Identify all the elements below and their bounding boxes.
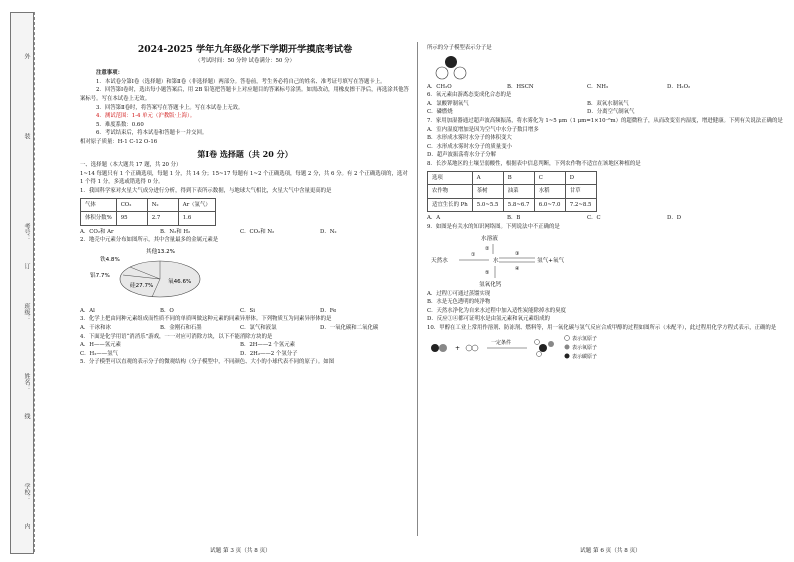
pie-label-o: 氧46.6% xyxy=(168,278,192,285)
q7-opt-a: A．室内湿度增加是因为空气中水分子数目增多 xyxy=(427,126,539,133)
step-1: ① xyxy=(471,251,476,258)
diagram-solution: 水溶液 xyxy=(481,235,498,242)
q6-opt-c: C．磷燃烧 xyxy=(427,109,453,116)
q5-opt-a: A．CH₂O xyxy=(427,83,452,90)
diagram-water: 水 xyxy=(493,257,499,264)
q2-opt-a: A．Al xyxy=(80,307,95,314)
atomic-mass: 相对原子质量：H-1 C-12 O-16 xyxy=(80,138,158,145)
q8-r2c2: 5.8~6.7 xyxy=(503,198,534,212)
question-8: 8．长沙某地区的土壤呈弱酸性，根据表中信息判断，下列农作物不适宜在该地区种植的是 xyxy=(427,160,641,167)
reactant-oxygen xyxy=(439,344,447,352)
q2-opt-c: C．Si xyxy=(240,307,255,314)
q5-options xyxy=(427,83,787,92)
q1-r2: 2.7 xyxy=(147,212,178,226)
step-5: ⑤ xyxy=(485,269,490,276)
q1-h0: 气体 xyxy=(81,198,117,212)
q9-opt-d: D．反应①④都可证明水是由氢元素和氧元素组成的 xyxy=(427,316,550,323)
q1-r0: 体积分数% xyxy=(81,212,117,226)
q6-options xyxy=(427,100,787,117)
q2-options xyxy=(80,307,410,316)
q4-opt-d: D．2H₂——2 个氢分子 xyxy=(240,350,298,357)
q8-opt-d: D．D xyxy=(667,215,682,222)
q1-r3: 1.6 xyxy=(178,212,215,226)
q6-opt-a: A．氯酸钾制氧气 xyxy=(427,100,469,107)
q1-h1: CO₂ xyxy=(116,198,147,212)
note-2: 2．回答第Ⅰ卷时，选出每小题答案后，用 2B 铅笔把答题卡上对应题目的答案标号涂黑。如需改动，用橡皮擦干净后，再选涂其他答案标号。写在本试卷上无效。 xyxy=(80,87,409,102)
q8-h1: A xyxy=(472,171,503,185)
q7-opt-c: C．水形成水雾时水分子的质量变小 xyxy=(427,143,512,150)
model-white-atom-1 xyxy=(436,67,448,79)
note-6: 6．考试结束后，将本试卷和答题卡一并交回。 xyxy=(96,130,208,137)
pie-label-si: 硅27.7% xyxy=(130,282,154,289)
question-1: 1．我国科学家对火星大气成分进行分析，得到下表所示数据，与地球大气相比，火星大气中含量更高的是 xyxy=(80,187,332,194)
section-title: 第Ⅰ卷 选择题（共 20 分） xyxy=(197,148,293,159)
plus-sign: + xyxy=(455,345,461,353)
q8-r2c4: 7.2~8.5 xyxy=(565,198,596,212)
question-2: 2．地壳中元素分布如图所示，其中含量最多的金属元素是 xyxy=(80,237,219,244)
q8-opt-b: B．B xyxy=(507,215,521,222)
diagram-natural-water: 天然水 xyxy=(431,257,448,264)
q8-r1c1: 茶树 xyxy=(472,185,503,199)
q1-h2: N₂ xyxy=(147,198,178,212)
q5-opt-b: B．HSCN xyxy=(507,83,534,90)
binding-class: 班级： xyxy=(23,303,30,321)
pie-label-iron: 铁4.8% xyxy=(100,256,120,263)
q2-opt-d: D．Fe xyxy=(320,307,337,314)
legend-o: 表示氧原子 xyxy=(572,345,598,352)
q8-options xyxy=(427,214,787,223)
q9-opt-c: C．天然水净化为自来水过程中加入适性炭能除掉水的臭度 xyxy=(427,307,566,314)
q6-opt-d: D．分离空气制氧气 xyxy=(587,109,635,116)
note-5: 5．难度系数：0.60 xyxy=(96,121,144,128)
q8-r2c0: 适宜生长的 Ph xyxy=(428,198,473,212)
binding-strip xyxy=(10,12,34,554)
diagram-hydroxide: 氢氧化钙 xyxy=(479,281,502,288)
q8-r1c0: 农作物 xyxy=(428,185,473,199)
reactant-h2 xyxy=(472,345,478,351)
exam-subtitle: （考试时间：50 分钟 试卷满分：50 分） xyxy=(195,57,295,64)
binding-name: 姓名： xyxy=(23,373,30,391)
q5-continued: 所示的分子模型表示分子是 xyxy=(427,45,492,51)
model-dark-atom xyxy=(445,56,457,68)
binding-exam-no: 考号： xyxy=(23,223,30,241)
left-column xyxy=(80,42,410,367)
product-h2 xyxy=(537,352,542,357)
right-column xyxy=(427,44,787,362)
question-7: 7．家用加湿器通过超声波高频振荡，将水雾化为 1~5 μm（1 μm=1×10⁻⁶m）的超微粒子，从而改变室内湿度，增进健康。下列有关说法正确的是 xyxy=(427,117,783,124)
q7-opt-b: B．水形成水雾时水分子的体积变大 xyxy=(427,135,512,142)
q1-opt-a: A．CO₂和 Ar xyxy=(80,228,114,235)
q6-opt-b: B．双氧水制氧气 xyxy=(587,100,629,107)
diagram-gases: 氢气+氧气 xyxy=(537,257,565,264)
product-carbon xyxy=(539,344,547,352)
binding-zhuang: 装 xyxy=(23,133,30,139)
exam-title: 2024-2025 学年九年级化学下学期开学摸底考试卷 xyxy=(137,44,353,55)
model-white-atom-2 xyxy=(454,67,466,79)
q8-r1c4: 甘草 xyxy=(565,185,596,199)
product-oxygen xyxy=(548,341,554,347)
part1-title: 一、选择题（本大题共 17 题，共 20 分） xyxy=(80,162,182,169)
legend-h-icon xyxy=(565,336,570,341)
q8-opt-c: C．C xyxy=(587,215,601,222)
q8-opt-a: A．A xyxy=(427,215,441,222)
q2-opt-b: B．O xyxy=(160,307,174,314)
q1-r1: 95 xyxy=(116,212,147,226)
q3-opt-c: C．氯气和液氯 xyxy=(240,325,277,332)
q8-h2: B xyxy=(503,171,534,185)
q1-h3: Ar（氩气） xyxy=(178,198,215,212)
q3-opt-d: D．一氧化碳和二氧化碳 xyxy=(320,325,379,332)
binding-inner: 内 xyxy=(23,523,30,529)
reactant-carbon xyxy=(431,344,439,352)
molecule-model xyxy=(431,53,471,83)
question-10: 10．甲醇在工业上常用作溶剂、防冻剂、燃料等，用一氧化碳与氢气反应合成甲醇的过程如图所示（未配平），此过程用化学方程式表示，正确的是 xyxy=(427,324,777,331)
water-network-diagram xyxy=(431,232,631,290)
crust-pie-chart xyxy=(90,245,230,307)
binding-outer: 外 xyxy=(23,53,30,59)
q1-options xyxy=(80,228,410,237)
binding-school: 学校： xyxy=(23,483,30,501)
right-footer: 试题 第 6 页（共 8 页） xyxy=(580,548,641,554)
q3-opt-b: B．金刚石和石墨 xyxy=(160,325,202,332)
reaction-diagram xyxy=(427,332,647,362)
column-divider xyxy=(417,42,418,536)
step-4: ④ xyxy=(515,265,520,272)
note-4: 4．测试范围：1-4 单元（沪教版·上海）。 xyxy=(96,113,196,120)
reaction-condition: 一定条件 xyxy=(491,340,512,347)
q1-opt-c: C．CO₂和 N₂ xyxy=(240,228,275,235)
legend-c-icon xyxy=(565,354,570,359)
q8-h3: C xyxy=(534,171,565,185)
q7-opt-d: D．超声波振荡将水分子分解 xyxy=(427,152,497,159)
q8-r1c2: 油菜 xyxy=(503,185,534,199)
q1-table xyxy=(80,198,216,226)
pie-label-al: 铝7.7% xyxy=(90,272,110,279)
q4-opt-c: C．H₂——氢气 xyxy=(80,350,118,357)
notes-heading: 注意事项： xyxy=(96,70,123,77)
q8-r2c1: 5.0~5.5 xyxy=(472,198,503,212)
q8-h0: 选项 xyxy=(428,171,473,185)
q3-options xyxy=(80,324,410,333)
pie-label-other: 其他13.2% xyxy=(146,248,175,255)
question-5: 5．分子模型可以直观的表示分子的微观结构（分子模型中，不同颜色、大小的小球代表不同的原子）。如图 xyxy=(80,359,335,366)
note-1: 1．本试卷分第Ⅰ卷（选择题）和第Ⅱ卷（非选择题）两部分。答卷前，考生务必将自己的姓名、准考证号填写在答题卡上。 xyxy=(96,78,386,85)
question-3: 3．化学上把由同种元素组成而性质不同的单质叫做这种元素的同素异形体。下列物质互为同素异形体的是 xyxy=(80,316,332,323)
step-3: ③ xyxy=(515,250,520,257)
legend-h: 表示氢原子 xyxy=(572,336,598,343)
question-4: 4．下面是化学用语“消消乐”游戏，一一对应可消除方块，以下不能消除方块的是 xyxy=(80,333,273,340)
q4-opt-b: B．2H——2 个氢元素 xyxy=(240,342,295,349)
binding-ding: 订 xyxy=(23,263,30,269)
q8-r1c3: 水稻 xyxy=(534,185,565,199)
q8-h4: D xyxy=(565,171,596,185)
q1-opt-d: D．N₂ xyxy=(320,228,337,235)
q8-table xyxy=(427,171,597,213)
q5-opt-d: D．H₂O₂ xyxy=(667,83,691,90)
note-3: 3．回答第Ⅱ卷时，将答案写在答题卡上。写在本试卷上无效。 xyxy=(96,104,244,111)
binding-cut-line xyxy=(34,12,35,552)
binding-xian: 线 xyxy=(23,413,30,419)
product-h1 xyxy=(535,340,540,345)
part1-desc: 1~14 每题只有 1 个正确选项，每题 1 分，共 14 分；15~17 每题有 1~2 个正确选项，每题 2 分，共 6 分。有 2 个正确选项的，选对 1 个得 1 分，多选或错选得 0 分。 xyxy=(80,170,408,186)
legend-c: 表示碳原子 xyxy=(572,354,598,361)
q4-options xyxy=(80,341,410,358)
question-9: 9．如图是有关水的知识网络图。下列说法中不正确的是 xyxy=(427,223,560,230)
q3-opt-a: A．干冰和冰 xyxy=(80,325,111,332)
left-footer: 试题 第 3 页（共 8 页） xyxy=(210,548,271,554)
q8-r2c3: 6.0~7.0 xyxy=(534,198,565,212)
step-2: ② xyxy=(485,245,490,252)
question-6: 6．氧元素由游离态变成化合态的是 xyxy=(427,92,512,99)
q9-opt-b: B．水是无色透明的纯净物 xyxy=(427,299,491,306)
q9-opt-a: A．过程①可通过蒸馏实现 xyxy=(427,290,491,297)
q4-opt-a: A．H——氢元素 xyxy=(80,342,121,349)
q5-opt-c: C．NH₃ xyxy=(587,83,609,90)
legend-o-icon xyxy=(565,345,570,350)
q1-opt-b: B．N₂和 H₂ xyxy=(160,228,191,235)
reactant-h1 xyxy=(466,345,472,351)
